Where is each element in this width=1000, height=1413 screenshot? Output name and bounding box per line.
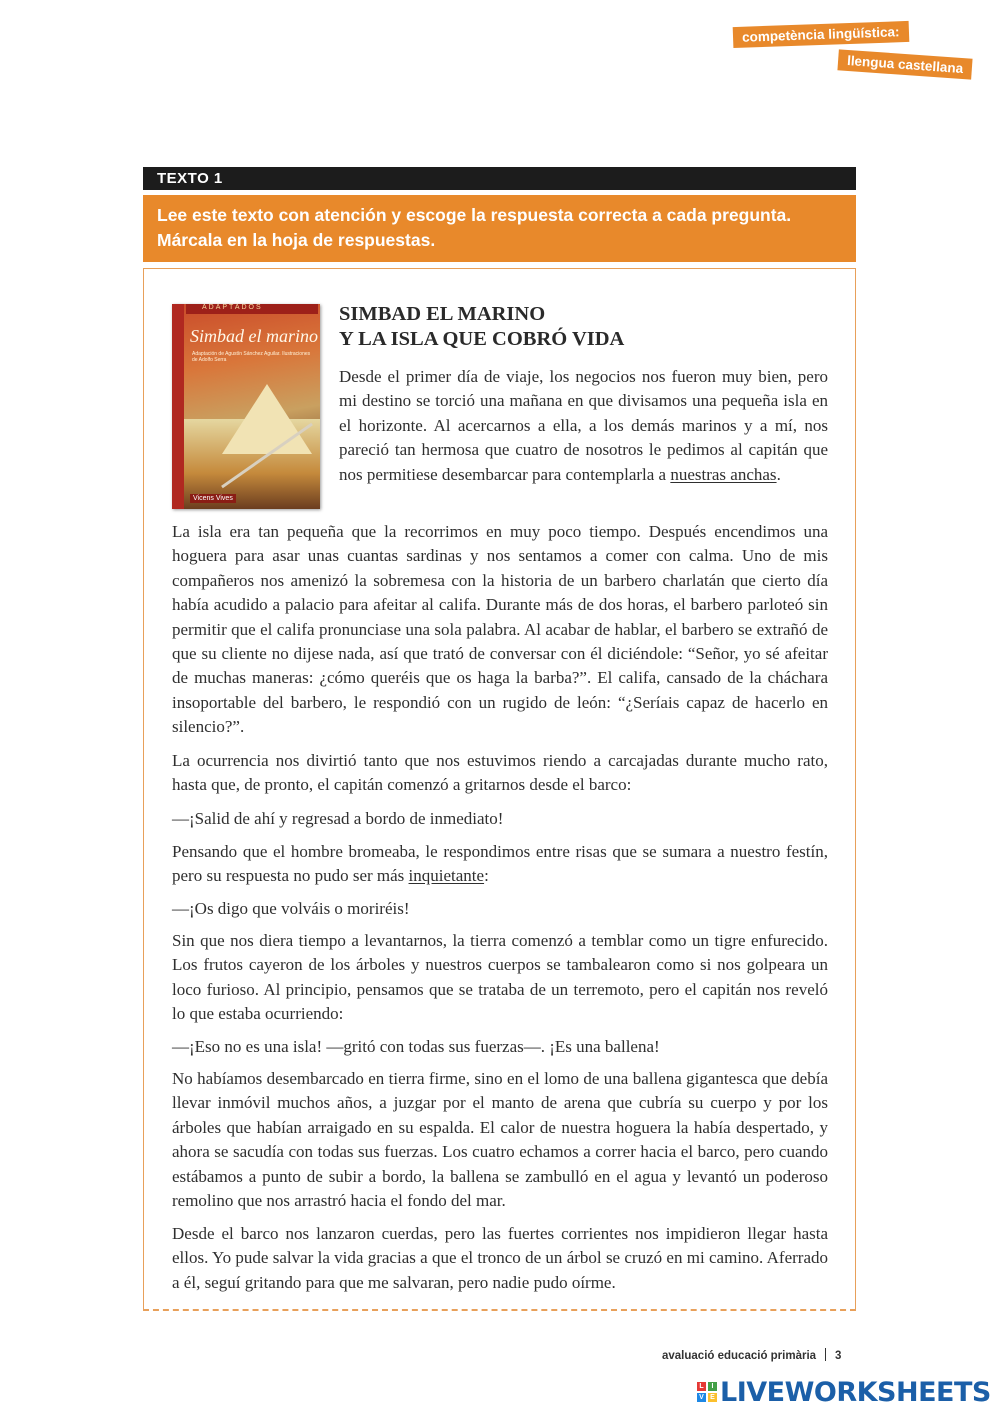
page-number: 3 xyxy=(835,1350,842,1362)
section-header: TEXTO 1 xyxy=(143,167,856,190)
logo-letter-e: E xyxy=(708,1393,717,1402)
story-title-line2: Y LA ISLA QUE COBRÓ VIDA xyxy=(339,328,625,350)
cover-title: Simbad el marino xyxy=(190,326,318,346)
underlined-phrase-nuestras-anchas: nuestras anchas xyxy=(670,464,777,484)
subject-tag: llengua castellana xyxy=(837,49,972,79)
liveworksheets-brand: LIVEWORKSHEETS xyxy=(720,1376,991,1408)
liveworksheets-watermark xyxy=(697,1377,991,1407)
logo-letter-l: L xyxy=(697,1382,706,1391)
paragraph-1-end: . xyxy=(776,464,781,484)
story-title-line1: SIMBAD EL MARINO xyxy=(339,303,546,325)
cover-sail xyxy=(222,384,312,454)
cover-publisher: Vicens Vives xyxy=(190,494,236,503)
page-footer xyxy=(662,1348,841,1362)
paragraph-2: La isla era tan pequeña que la recorrimos en muy poco tiempo. Después encendimos una hoguera para asar unas cuantas sardinas y nos sentamos a comer con calma. Uno de mis compañeros nos amenizó la sobremesa con la historia de un barbero charlatán que cierto día había acudido a palacio para afeitar al califa. Durante más de dos horas, el barbero parloteó sin permitir que el califa pronunciase una sola palabra. Al acabar de hablar, el barbero se extrañó de que su cliente no dijese nada, así que trató de conversar con él diciéndole: “Señor, yo sé afeitar de muchas maneras: ¿cómo queréis que os haga la barba?”. El califa, cansado de la cháchara insoportable del barbero, le respondió con un rugido de león: “¿Seríais capaz de hacerlo en silencio?”. xyxy=(172,522,828,737)
logo-letter-i: I xyxy=(708,1382,717,1391)
paragraph-7: Sin que nos diera tiempo a levantarnos, la tierra comenzó a temblar como un tigre enfurecido. Los frutos cayeron de los árboles y nuestros cuerpos se tambalearon como si nos golpeara un loco furioso. Al principio, pensamos que se trataba de un terremoto, pero el capitán nos reveló lo que estaba ocurriendo: xyxy=(172,931,828,1024)
paragraph-1-text: Desde el primer día de viaje, los negocios nos fueron muy bien, pero mi destino se torció una mañana en que divisamos una pequeña isla en el horizonte. Al acercarnos a ella, a los demás marinos y a mí, nos pareció tan hermosa que cuatro de nosotros le pedimos al capitán que nos permitiese desembarcar para contemplarla a xyxy=(339,367,828,484)
liveworksheets-logo-icon xyxy=(697,1382,717,1402)
paragraph-1 xyxy=(339,365,828,487)
book-cover-image xyxy=(172,304,320,509)
paragraph-3: La ocurrencia nos divirtió tanto que nos estuvimos riendo a carcajadas durante mucho rato, hasta que, de pronto, el capitán comenzó a gritarnos desde el barco: xyxy=(172,751,828,795)
paragraph-5-end: : xyxy=(484,866,489,886)
footer-divider xyxy=(825,1348,826,1361)
paragraph-5 xyxy=(172,840,828,889)
cover-series: ADAPTADOS xyxy=(202,304,263,311)
logo-letter-v: V xyxy=(697,1393,706,1402)
paragraph-9: No habíamos desembarcado en tierra firme, sino en el lomo de una ballena gigantesca que debía llevar inmóvil muchos años, a juzgar por el manto de arena que cubría su cuerpo y por los árboles que habían arraigado en su espalda. El calor de nuestra hoguera la había despertado, y ahora se sacudía con todas sus fuerzas. Los cuatro echamos a correr hacia el barco, pero cuando estábamos a punto de subir a bordo, la ballena se zambulló en el agua y levantó un poderoso remolino que nos arrastró hacia el fondo del mar. xyxy=(172,1069,828,1211)
cover-subtitle: Adaptación de Agustín Sánchez Aguilar. Ilustraciones de Adolfo Serra xyxy=(192,351,311,363)
paragraph-6-dialogue: —¡Os digo que volváis o moriréis! xyxy=(172,899,410,918)
paragraph-5-text: Pensando que el hombre bromeaba, le respondimos entre risas que se sumara a nuestro festín, pero su respuesta no pudo ser más xyxy=(172,842,828,886)
paragraph-8-dialogue: —¡Eso no es una isla! —gritó con todas sus fuerzas—. ¡Es una ballena! xyxy=(172,1037,660,1056)
footer-text: avaluació educació primària xyxy=(662,1350,817,1362)
paragraph-10: Desde el barco nos lanzaron cuerdas, pero las fuertes corrientes nos impidieron llegar hasta ellos. Yo pude salvar la vida gracias a que el tronco de un árbol se cruzó en mi camino. Aferrado a él, seguí gritando para que me salvaran, pero nadie pudo oírme. xyxy=(172,1224,828,1292)
competencia-tag: competència lingüística: xyxy=(733,21,909,48)
instructions-box: Lee este texto con atención y escoge la respuesta correcta a cada pregunta. Márcala en la hoja de respuestas. xyxy=(143,195,856,262)
cover-spine xyxy=(172,304,184,509)
underlined-word-inquietante: inquietante xyxy=(408,866,485,886)
story-title xyxy=(339,302,624,352)
paragraph-4-dialogue: —¡Salid de ahí y regresad a bordo de inmediato! xyxy=(172,809,504,828)
